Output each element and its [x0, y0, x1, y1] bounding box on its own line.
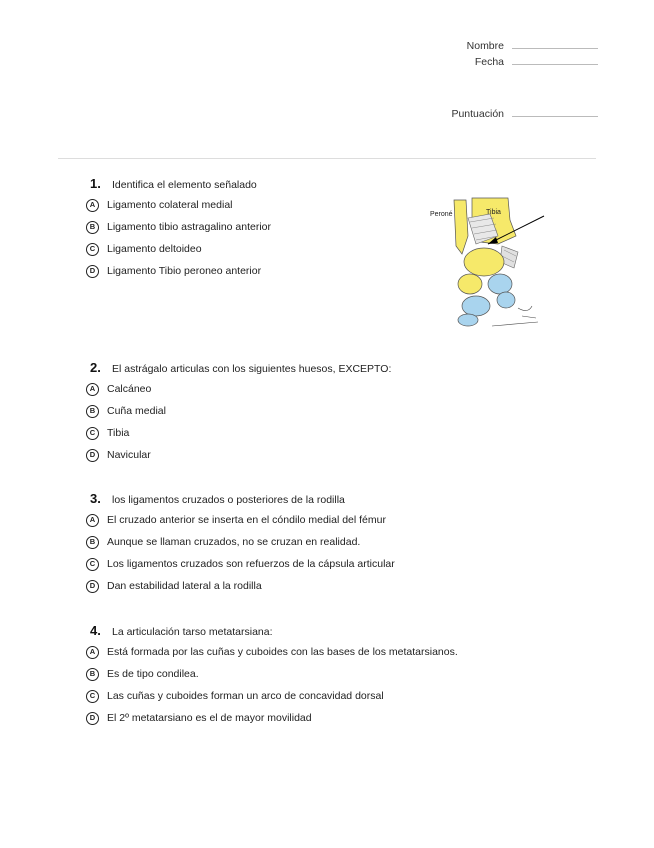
question-number: 3. [90, 491, 101, 506]
option-text: El cruzado anterior se inserta en el cóndilo medial del fémur [107, 514, 386, 526]
option-circle[interactable]: A [86, 646, 99, 659]
question-3 [86, 491, 586, 597]
score-field [424, 108, 598, 120]
option-circle[interactable]: A [86, 514, 99, 527]
option-circle[interactable]: B [86, 221, 99, 234]
option-text: Dan estabilidad lateral a la rodilla [107, 580, 262, 592]
option-text: Las cuñas y cuboides forman un arco de concavidad dorsal [107, 690, 384, 702]
date-line[interactable] [512, 63, 598, 65]
option-text: Tibia [107, 427, 130, 439]
ankle-ligament-figure [428, 196, 550, 332]
option-circle[interactable]: B [86, 536, 99, 549]
option-a[interactable] [86, 641, 586, 663]
option-circle[interactable]: B [86, 405, 99, 418]
question-text: los ligamentos cruzados o posteriores de la rodilla [112, 494, 345, 506]
option-c[interactable] [86, 422, 586, 444]
name-line[interactable] [512, 47, 598, 49]
option-c[interactable] [86, 553, 586, 575]
option-text: Ligamento colateral medial [107, 199, 233, 211]
option-circle[interactable]: B [86, 668, 99, 681]
date-field [424, 56, 598, 68]
option-text: Está formada por las cuñas y cuboides con las bases de los metatarsianos. [107, 646, 458, 658]
option-b[interactable] [86, 400, 586, 422]
option-circle[interactable]: C [86, 243, 99, 256]
date-label: Fecha [474, 56, 504, 68]
option-c[interactable] [86, 685, 586, 707]
option-text: El 2º metatarsiano es el de mayor movilidad [107, 712, 312, 724]
option-circle[interactable]: D [86, 449, 99, 462]
question-2 [86, 360, 586, 466]
option-text: Ligamento Tibio peroneo anterior [107, 265, 262, 277]
option-text: Cuña medial [107, 405, 166, 417]
option-d[interactable] [86, 575, 586, 597]
question-4 [86, 623, 586, 729]
header-divider [58, 158, 596, 159]
option-a[interactable] [86, 378, 586, 400]
option-circle[interactable]: C [86, 558, 99, 571]
option-circle[interactable]: A [86, 383, 99, 396]
option-text: Es de tipo condilea. [107, 668, 199, 680]
score-line[interactable] [512, 115, 598, 117]
option-circle[interactable]: C [86, 690, 99, 703]
option-d[interactable] [86, 707, 586, 729]
option-circle[interactable]: C [86, 427, 99, 440]
option-text: Ligamento deltoideo [107, 243, 202, 255]
question-text: Identifica el elemento señalado [112, 179, 257, 191]
question-number: 2. [90, 360, 101, 375]
question-number: 1. [90, 176, 101, 191]
score-label: Puntuación [451, 108, 504, 120]
option-b[interactable] [86, 531, 586, 553]
option-text: Navicular [107, 449, 151, 461]
question-text: El astrágalo articulas con los siguientes huesos, EXCEPTO: [112, 363, 392, 375]
name-label: Nombre [466, 40, 504, 52]
question-number: 4. [90, 623, 101, 638]
option-circle[interactable]: D [86, 580, 99, 593]
option-circle[interactable]: D [86, 712, 99, 725]
option-text: Ligamento tibio astragalino anterior [107, 221, 272, 233]
figure-label-fibula: Peroné [430, 211, 453, 218]
figure-label-tibia: Tibia [486, 209, 501, 216]
option-a[interactable] [86, 509, 586, 531]
name-field [424, 40, 598, 52]
question-text: La articulación tarso metatarsiana: [112, 626, 273, 638]
option-b[interactable] [86, 663, 586, 685]
option-text: Calcáneo [107, 383, 152, 395]
option-d[interactable] [86, 444, 586, 466]
option-circle[interactable]: D [86, 265, 99, 278]
option-circle[interactable]: A [86, 199, 99, 212]
option-text: Aunque se llaman cruzados, no se cruzan en realidad. [107, 536, 361, 548]
option-text: Los ligamentos cruzados son refuerzos de la cápsula articular [107, 558, 395, 570]
